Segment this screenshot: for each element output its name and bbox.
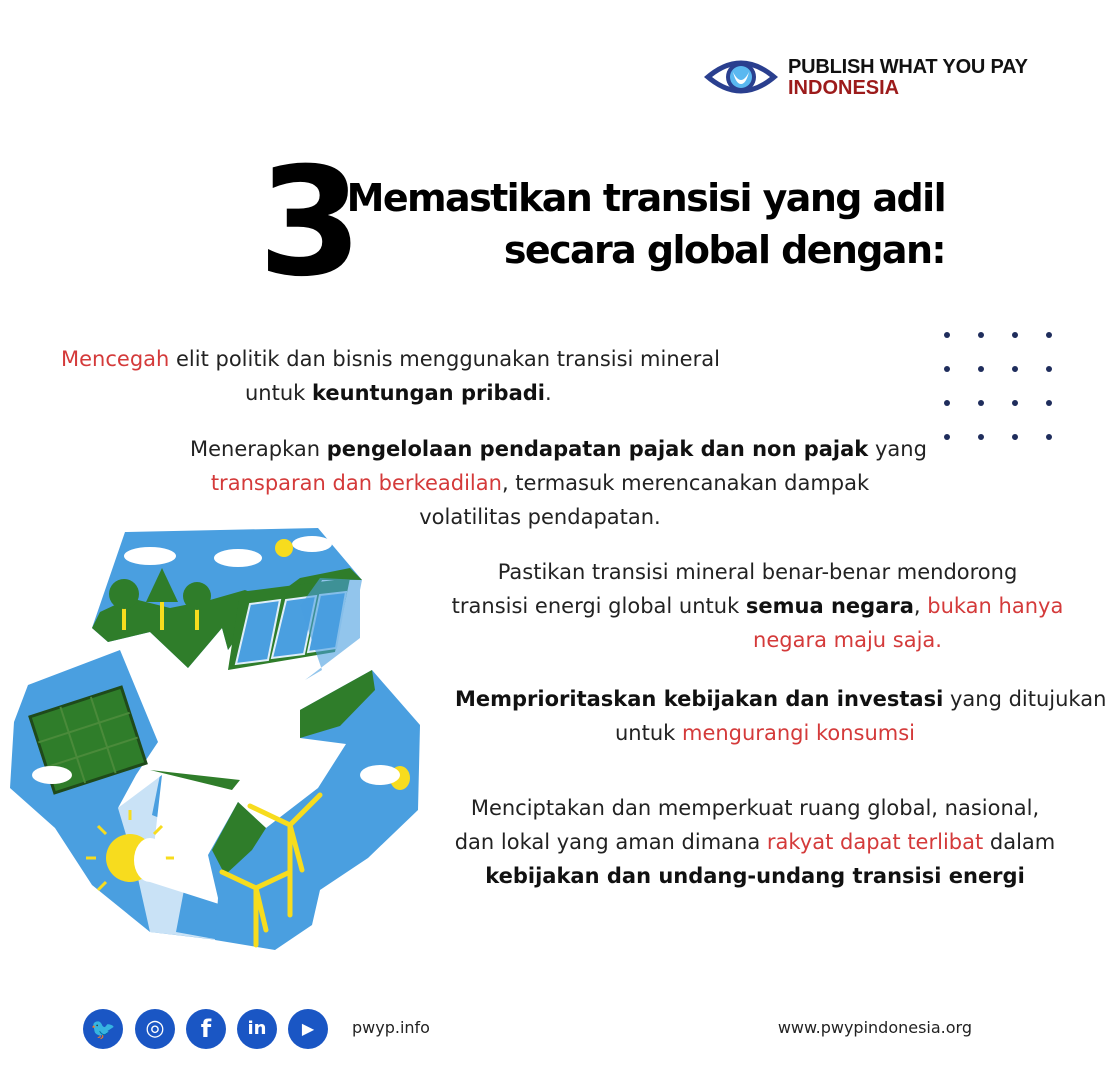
point-3-text-2: transisi energi global untuk — [451, 594, 746, 618]
recycle-energy-illustration — [0, 520, 450, 960]
point-1-text-2: untuk — [245, 381, 312, 405]
section-number: 3 — [258, 136, 359, 310]
eye-logo-icon — [702, 52, 780, 102]
point-3-comma: , — [913, 594, 928, 618]
top-recycle-arrow — [92, 528, 362, 680]
point-5-text-3: dalam — [983, 830, 1056, 854]
website-link[interactable]: www.pwypindonesia.org — [777, 1018, 972, 1037]
point-2-highlight: transparan dan berkeadilan — [210, 471, 502, 495]
point-1 — [40, 342, 740, 410]
point-5-bold: kebijakan dan undang-undang transisi energi — [485, 864, 1025, 888]
point-4-highlight: mengurangi konsumsi — [681, 721, 916, 745]
point-5-text-2: dan lokal yang aman dimana — [454, 830, 767, 854]
point-1-end: . — [544, 381, 552, 405]
point-4 — [455, 682, 1106, 750]
point-5-text: Menciptakan dan memperkuat ruang global, nasional, — [470, 796, 1040, 820]
logo-subtitle: INDONESIA — [788, 77, 900, 99]
point-1-highlight: Mencegah — [61, 347, 170, 371]
point-5-highlight: rakyat dapat terlibat — [766, 830, 984, 854]
left-recycle-arrow — [10, 650, 240, 940]
point-2-text: Menerapkan — [190, 437, 327, 461]
point-1-text: elit politik dan bisnis menggunakan transisi mineral — [169, 347, 720, 371]
short-link[interactable]: pwyp.info — [352, 1018, 430, 1037]
point-5 — [440, 791, 1070, 893]
point-3-highlight: bukan hanya — [927, 594, 1064, 618]
point-4-text: yang ditujukan — [943, 687, 1106, 711]
point-3-text: Pastikan transisi mineral benar-benar mendorong — [497, 560, 1018, 584]
point-3-highlight-2: negara maju saja. — [753, 628, 942, 652]
page-title — [347, 172, 945, 276]
instagram-icon[interactable]: ◎ — [135, 1009, 175, 1049]
point-4-text-2: untuk — [614, 721, 682, 745]
linkedin-icon[interactable]: in — [237, 1009, 277, 1049]
logo-title: PUBLISH WHAT YOU PAY — [788, 56, 1028, 78]
right-recycle-arrow — [208, 670, 420, 950]
point-3-bold: semua negara — [745, 594, 914, 618]
brand-logo — [702, 52, 1032, 102]
point-4-bold: Memprioritaskan kebijakan dan investasi — [455, 687, 944, 711]
point-1-bold: keuntungan pribadi — [312, 381, 545, 405]
twitter-icon[interactable]: 🐦 — [83, 1009, 123, 1049]
point-2-text-4: volatilitas pendapatan. — [419, 505, 661, 529]
facebook-icon[interactable]: f — [186, 1009, 226, 1049]
point-2-bold: pengelolaan pendapatan pajak dan non pajak — [326, 437, 869, 461]
youtube-icon[interactable]: ▶ — [288, 1009, 328, 1049]
title-line-1: Memastikan transisi yang adil — [346, 176, 945, 220]
point-2 — [190, 432, 927, 534]
decorative-dot-grid — [940, 328, 1064, 448]
point-2-text-3: , termasuk merencanakan dampak — [501, 471, 870, 495]
title-line-2: secara global dengan: — [503, 228, 945, 272]
point-2-text-2: yang — [868, 437, 927, 461]
point-3 — [450, 555, 1065, 657]
